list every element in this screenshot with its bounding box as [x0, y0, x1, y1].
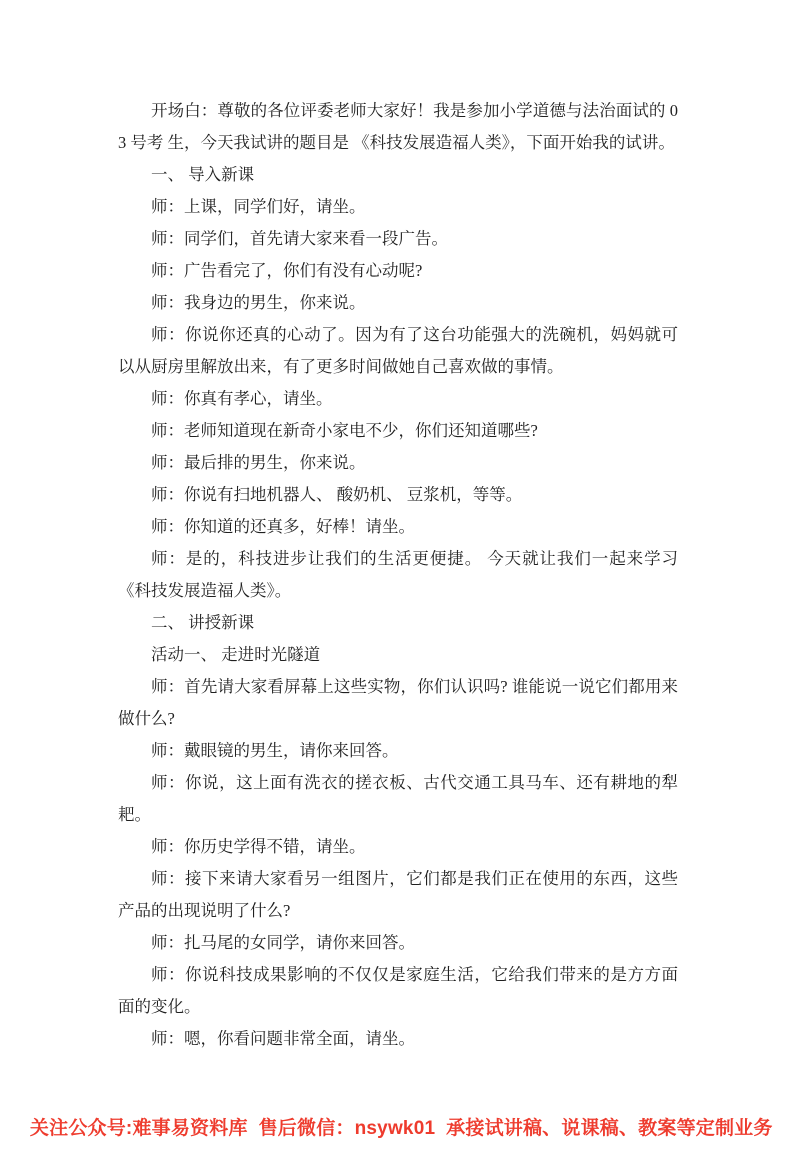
teacher-line: 师：广告看完了，你们有没有心动呢?: [151, 261, 423, 280]
teacher-line: 师：最后排的男生，你来说。: [151, 453, 366, 472]
activity-heading: 活动一、 走进时光隧道: [151, 645, 321, 664]
teacher-line: 师：戴眼镜的男生，请你来回答。: [151, 741, 399, 760]
teacher-line: 师：扎马尾的女同学，请你来回答。: [151, 933, 415, 952]
teacher-line: 师：你说，这上面有洗衣的搓衣板、古代交通工具马车、还有耕地的犁耙。: [118, 773, 678, 824]
script-body: [118, 95, 678, 1055]
teacher-line: 师：老师知道现在新奇小家电不少，你们还知道哪些?: [151, 421, 538, 440]
teacher-line: 师：嗯，你看问题非常全面，请坐。: [151, 1029, 415, 1048]
promo-footer-text: 关注公众号:难事易资料库 售后微信：nsywk01 承接试讲稿、说课稿、教案等定制业务: [29, 1118, 773, 1139]
teacher-line: 师：你历史学得不错，请坐。: [151, 837, 366, 856]
teacher-line: 师：同学们，首先请大家来看一段广告。: [151, 229, 448, 248]
teacher-line: 师：你说科技成果影响的不仅仅是家庭生活，它给我们带来的是方方面面的变化。: [118, 965, 678, 1016]
teacher-line: 师：是的，科技进步让我们的生活更便捷。 今天就让我们一起来学习 《科技发展造福人类》。: [118, 549, 678, 600]
teacher-line: 师：你说你还真的心动了。因为有了这台功能强大的洗碗机，妈妈就可以从厨房里解放出来，有了更多时间做她自己喜欢做的事情。: [118, 325, 678, 376]
promo-footer: [8, 1090, 793, 1168]
teacher-line: 师：首先请大家看屏幕上这些实物，你们认识吗? 谁能说一说它们都用来做什么?: [118, 677, 678, 728]
teacher-line: 师：你知道的还真多，好棒！请坐。: [151, 517, 415, 536]
teacher-line: 师：你说有扫地机器人、 酸奶机、 豆浆机，等等。: [151, 485, 523, 504]
teacher-line: 师：接下来请大家看另一组图片，它们都是我们正在使用的东西，这些产品的出现说明了什么?: [118, 869, 678, 920]
teacher-line: 师：你真有孝心，请坐。: [151, 389, 333, 408]
section-heading-2: 二、 讲授新课: [151, 613, 255, 632]
teacher-line: 师：我身边的男生，你来说。: [151, 293, 366, 312]
opening-paragraph: 开场白：尊敬的各位评委老师大家好！我是参加小学道德与法治面试的 03 号考 生，今天我试讲的题目是 《科技发展造福人类》，下面开始我的试讲。: [118, 101, 678, 152]
teacher-line: 师：上课，同学们好，请坐。: [151, 197, 366, 216]
section-heading-1: 一、 导入新课: [151, 165, 255, 184]
